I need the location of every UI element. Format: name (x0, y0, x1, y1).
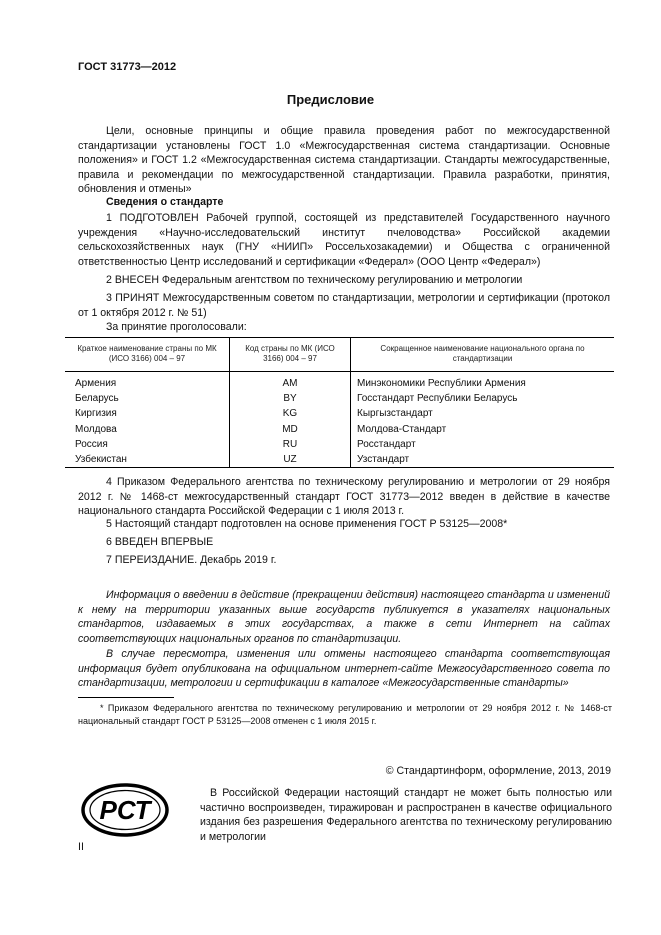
body-cell: Молдова-Стандарт (351, 422, 615, 437)
section-heading: Сведения о стандарте (106, 196, 224, 208)
body-cell: Госстандарт Республики Беларусь (351, 391, 615, 406)
info-paragraph-2: В случае пересмотра, изменения или отмены настоящего стандарта соответствующая информация будет опубликована на официальном интернет-сайте Межгосударственного совета по стандартизации, метрологии и сертификации в каталоге «Межгосударственные стандарты» (78, 648, 610, 690)
code-cell: AM (230, 372, 351, 392)
code-cell: KG (230, 406, 351, 421)
body-cell: Кыргызстандарт (351, 406, 615, 421)
item-5: 5 Настоящий стандарт подготовлен на основе применения ГОСТ Р 53125—2008* (106, 518, 508, 530)
country-cell: Узбекистан (65, 452, 230, 468)
item-1: 1 ПОДГОТОВЛЕН Рабочей группой, состоящей из представителей Государственного научного учреждения «Научно-исследовательский институт пчеловодства» Российской академии сельскохозяйственных наук (ГНУ «НИИП» Россельхозакадемии) и Общества с ограниченной ответственностью Центр исследований и сертификации «Федерал» (ООО Центр «Федерал») (78, 212, 610, 268)
country-cell: Беларусь (75, 393, 119, 405)
table-row (65, 391, 614, 406)
country-cell: Молдова (75, 423, 117, 435)
footnote-divider (78, 697, 174, 698)
country-cell: Россия (75, 438, 108, 450)
intro-paragraph: Цели, основные принципы и общие правила проведения работ по межгосударственной стандартизации установлены ГОСТ 1.0 «Межгосударственная система стандартизации. Основные положения» и ГОСТ 1.2 «Межгосударственная система стандартизации. Стандарты межгосударственные, правила и рекомендации по межгосударственной стандартизации. Правила разработки, принятия, обновления и отмены» (78, 125, 610, 196)
code-cell: RU (230, 437, 351, 452)
info-paragraph-1: Информация о введении в действие (прекращении действия) настоящего стандарта и изменений к нему на территории указанных выше государств публикуется в указателях национальных стандартов, издаваемых в этих государствах, а также в сети Интернет на сайтах соответствующих национальных органов по стандартизации. (78, 589, 610, 645)
item-3: 3 ПРИНЯТ Межгосударственным советом по стандартизации, метрологии и сертификации (протокол от 1 октября 2012 г. № 51) (78, 292, 610, 319)
table-row (65, 422, 614, 437)
standard-code: ГОСТ 31773—2012 (78, 61, 177, 73)
code-cell: MD (230, 422, 351, 437)
country-cell: Киргизия (75, 408, 117, 420)
body-cell: Росстандарт (351, 437, 615, 452)
table-row (65, 452, 614, 468)
page-title: Предисловие (286, 92, 375, 107)
item-7: 7 ПЕРЕИЗДАНИЕ. Декабрь 2019 г. (106, 554, 277, 566)
page-number: II (78, 841, 84, 853)
header-country: Краткое наименование страны по МК (ИСО 3166) 004 – 97 (65, 338, 230, 372)
footnote: * Приказом Федерального агентства по техническому регулированию и метрологии от 29 ноября 2012 г. № 1468-ст национальный стандарт ГОСТ Р 53125—2008 отменен с 1 июля 2015 г. (78, 703, 612, 726)
rst-logo-icon (80, 783, 170, 837)
header-body: Сокращенное наименование национального органа по стандартизации (351, 338, 615, 372)
code-cell: BY (230, 391, 351, 406)
table-header-row (65, 338, 614, 372)
header-code: Код страны по МК (ИСО 3166) 004 – 97 (230, 338, 351, 372)
voted-label: За принятие проголосовали: (106, 321, 247, 333)
body-cell: Узстандарт (351, 452, 615, 468)
table-row (65, 437, 614, 452)
voting-table (65, 337, 614, 468)
item-6: 6 ВВЕДЕН ВПЕРВЫЕ (106, 536, 214, 548)
body-cell: Минэкономики Республики Армения (351, 372, 615, 392)
item-4: 4 Приказом Федерального агентства по техническому регулированию и метрологии от 29 ноября 2012 г. № 1468-ст межгосударственный стандарт ГОСТ 31773—2012 введен в действие в качестве национального стандарта Российской Федерации с 1 июля 2013 г. (78, 476, 610, 518)
table-row (65, 372, 614, 392)
item-2: 2 ВНЕСЕН Федеральным агентством по техническому регулированию и метрологии (106, 274, 523, 286)
rights-notice: В Российской Федерации настоящий стандарт не может быть полностью или частично воспроизведен, тиражирован и распространен в качестве официального издания без разрешения Федерального агентства по техническому регулированию и метрологии (200, 787, 612, 843)
copyright-line: © Стандартинформ, оформление, 2013, 2019 (385, 765, 611, 777)
code-cell: UZ (230, 452, 351, 468)
table-row (65, 406, 614, 421)
country-cell: Армения (75, 378, 117, 390)
logo-text: РСТ (99, 795, 151, 825)
